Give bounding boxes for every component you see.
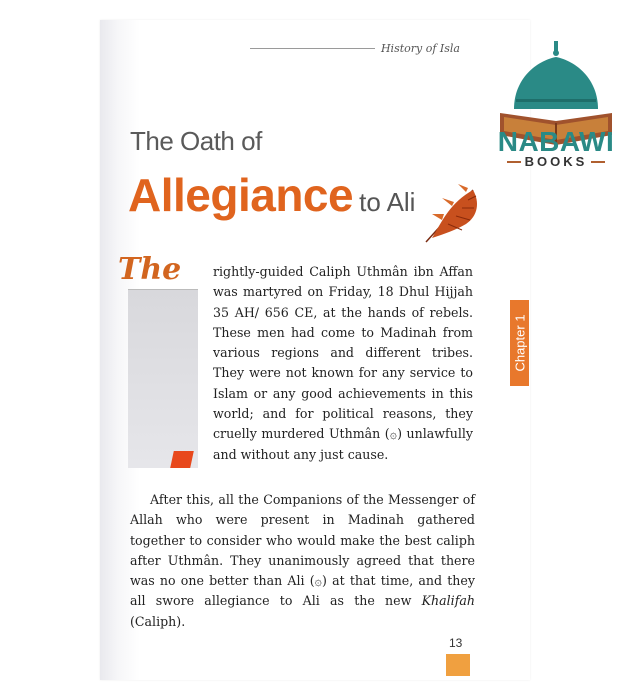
logo-subtitle xyxy=(486,154,626,169)
chapter-title-suffix: to Ali xyxy=(359,187,416,217)
logo-name: NABAWI xyxy=(497,126,615,157)
chapter-title-line1: The Oath of xyxy=(130,126,262,156)
paragraph-1: rightly-guided Caliph Uthmân ibn Affan was martyred on Friday, 18 Dhul Hijjah 35 AH/ 656 CE, at the hands of rebels. These men had come to Madinah from various regions and different tribes. They were not known for any service to Islam or any good achievements in this world; and for political reasons, they cruelly murdered Uthmân (۞) unlawfully and without any just cause. xyxy=(213,264,473,462)
chapter-title-keyword: Allegiance xyxy=(128,169,354,221)
logo-line-right xyxy=(591,161,605,163)
page-number-bar xyxy=(446,654,470,676)
running-head-rule xyxy=(250,48,375,49)
page-number: 13 xyxy=(449,636,463,650)
paragraph-2 xyxy=(130,490,475,632)
running-head-text: History of Isla xyxy=(380,42,460,55)
autumn-leaf-icon xyxy=(418,180,488,250)
paragraph-2-part1: After this, all the Companions of the Messenger of Allah who were present in Madinah gathered together to consider who would make the best caliph after Uthmân. They unanimously agreed that there was no one better than Ali (۞) at that time, and they all swore allegiance to Ali as the new xyxy=(130,492,475,609)
logo-subtitle-text: BOOKS xyxy=(524,154,588,169)
chapter-title-line2 xyxy=(128,168,415,222)
drop-cap-word: The xyxy=(118,252,182,287)
decorative-orange-tab xyxy=(170,451,194,468)
decorative-gray-box xyxy=(128,290,198,468)
logo-line-left xyxy=(507,161,521,163)
chapter-tab-label: Chapter 1 xyxy=(512,314,527,372)
paragraph-2-italic-term: Khalifah xyxy=(421,593,475,609)
chapter-tab xyxy=(510,300,529,386)
running-head xyxy=(250,42,460,55)
paragraph-2-part2: (Caliph). xyxy=(130,613,186,629)
